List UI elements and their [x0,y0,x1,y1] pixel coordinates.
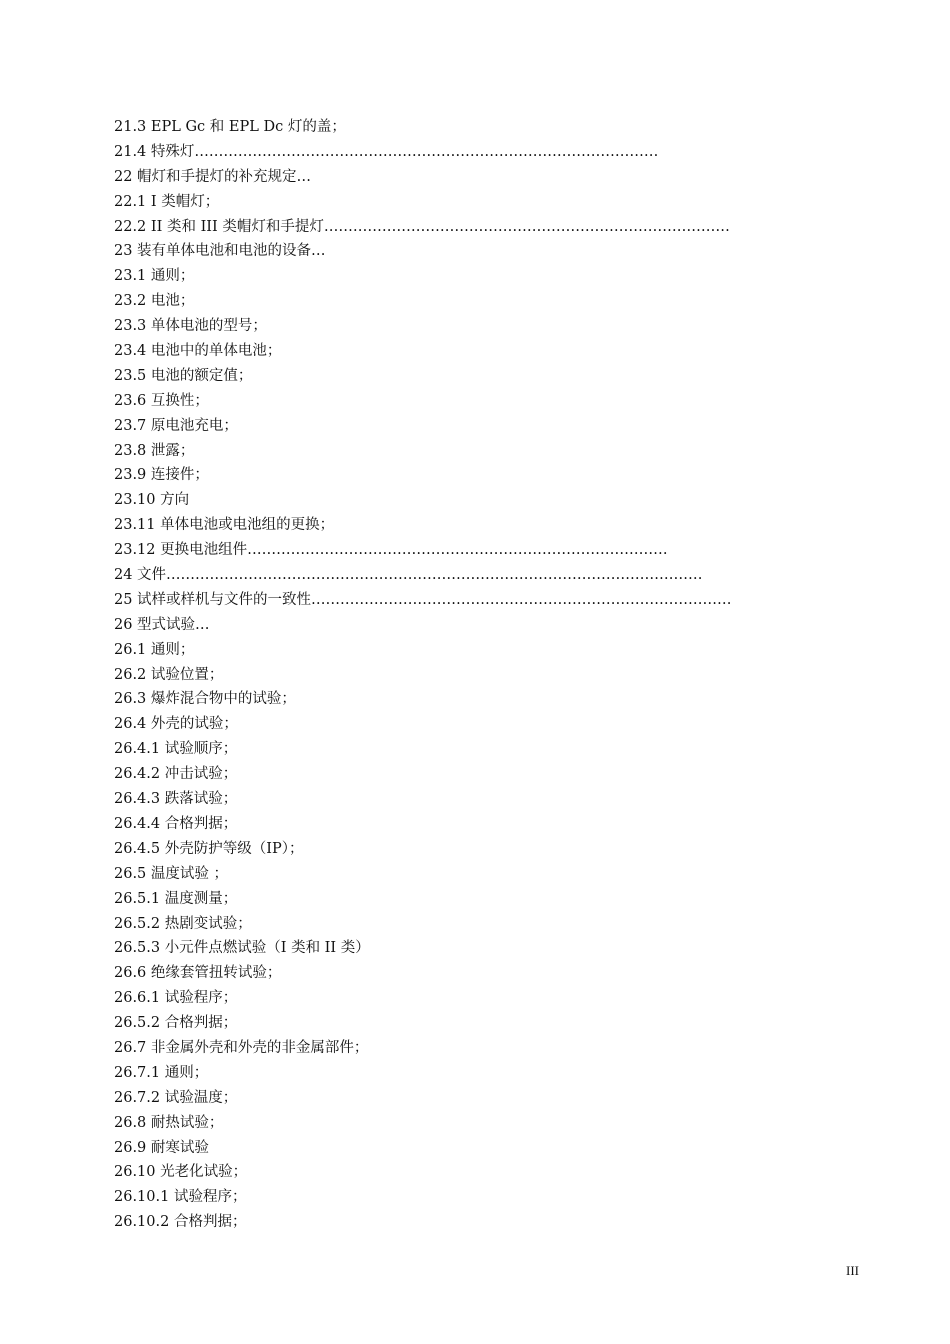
toc-line: 26.3 爆炸混合物中的试验； [114,691,296,708]
toc-line: 26.10.2 合格判据； [114,1214,247,1231]
toc-line: 22.2 II 类和 III 类帽灯和手提灯………………………………………………………………………… [114,218,730,235]
toc-line: 23.4 电池中的单体电池； [114,343,282,360]
toc-line: 23.1 通则； [114,268,195,285]
page-number: III [846,1263,859,1278]
toc-line: 22.1 I 类帽灯； [114,193,220,210]
toc-line: 26.4.3 跌落试验； [114,791,238,808]
toc-line: 26.5.3 小元件点燃试验（I 类和 II 类） [114,940,370,957]
toc-line: 26.4.5 外壳防护等级（IP）； [114,840,304,857]
toc-line: 26.5.2 合格判据； [114,1015,238,1032]
toc-line: 23 装有单体电池和电池的设备… [114,243,326,260]
toc-line: 26.6 绝缘套管扭转试验； [114,965,282,982]
toc-line: 21.4 特殊灯…………………………………………………………………………………… [114,143,659,160]
table-of-contents [114,115,844,1235]
toc-line: 26.4.4 合格判据； [114,815,238,832]
toc-line: 26.6.1 试验程序； [114,990,238,1007]
toc-line: 23.12 更换电池组件…………………………………………………………………………… [114,542,668,559]
toc-line: 23.3 单体电池的型号； [114,318,267,335]
toc-line: 26.7.2 试验温度； [114,1089,238,1106]
toc-line: 26.4.2 冲击试验； [114,766,238,783]
toc-line: 26.8 耐热试验； [114,1114,224,1131]
toc-line: 26.7.1 通则； [114,1064,209,1081]
toc-line: 26.7 非金属外壳和外壳的非金属部件； [114,1039,369,1056]
toc-line: 22 帽灯和手提灯的补充规定… [114,168,312,185]
toc-line: 26.5.1 温度测量； [114,890,238,907]
toc-line: 24 文件………………………………………………………………………………………………… [114,567,703,584]
toc-line: 23.2 电池； [114,293,195,310]
toc-line: 21.3 EPL Gc 和 EPL Dc 灯的盖； [114,119,346,135]
toc-line: 23.5 电池的额定值； [114,367,253,384]
toc-line: 26.5 温度试验 ； [114,865,229,882]
toc-line: 26.9 耐寒试验 [114,1139,209,1156]
toc-line: 23.8 泄露； [114,442,195,459]
toc-line: 23.11 单体电池或电池组的更换； [114,517,335,534]
toc-line: 26.5.2 热剧变试验； [114,915,252,932]
toc-line: 23.9 连接件； [114,467,209,484]
toc-line: 23.7 原电池充电； [114,417,238,434]
toc-line: 26.4 外壳的试验； [114,716,238,733]
toc-line: 23.6 互换性； [114,392,209,409]
toc-line: 26.10.1 试验程序； [114,1189,247,1206]
toc-line: 26.10 光老化试验； [114,1164,248,1181]
toc-line: 26.4.1 试验顺序； [114,741,238,758]
toc-line: 26.1 通则； [114,641,195,658]
toc-line: 26 型式试验… [114,616,210,633]
toc-line: 26.2 试验位置； [114,666,224,683]
toc-line: 23.10 方向 [114,492,190,509]
toc-line: 25 试样或样机与文件的一致性…………………………………………………………………………… [114,591,732,608]
